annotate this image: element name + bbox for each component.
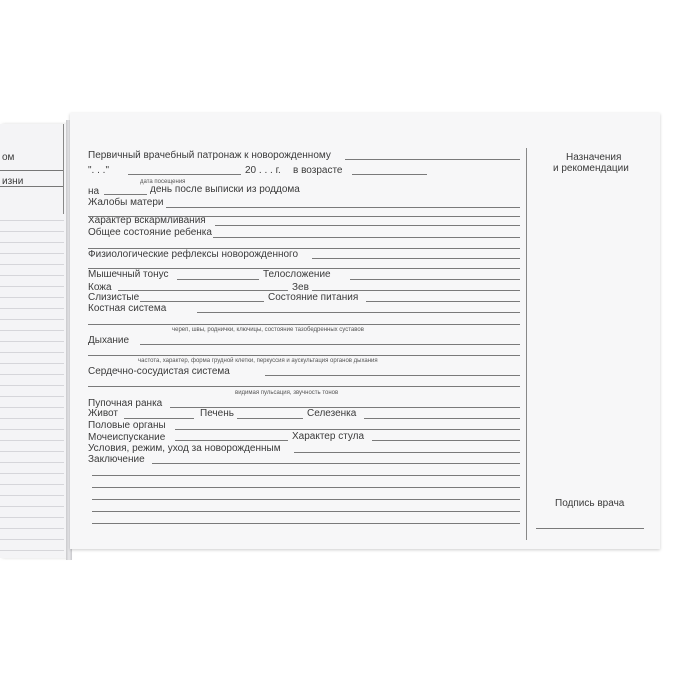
breathing-fill-line xyxy=(140,344,520,345)
belly-fill-line xyxy=(124,418,194,419)
left-page xyxy=(0,124,68,558)
year-label: 20 . . . г. xyxy=(245,165,281,176)
left-page-rule xyxy=(0,330,64,331)
left-page-border xyxy=(63,124,64,214)
left-page-rule xyxy=(0,363,64,364)
left-page-rule xyxy=(0,418,64,419)
mucous-fill-line xyxy=(140,301,264,302)
conclusion-fill-line-6 xyxy=(92,523,520,524)
bones-caption: череп, швы, роднички, ключицы, состояние тазобедренных суставов xyxy=(172,327,364,333)
conclusion-fill-line-5 xyxy=(92,511,520,512)
recommendations-heading-2: и рекомендации xyxy=(553,163,629,174)
left-page-rule xyxy=(0,275,64,276)
cardio-label: Сердечно-сосудистая система xyxy=(88,366,230,377)
signature-label: Подпись врача xyxy=(555,498,625,509)
breathing-label: Дыхание xyxy=(88,335,130,346)
on-label: на xyxy=(88,186,100,197)
bones-label: Костная система xyxy=(88,303,167,314)
skin-fill-line xyxy=(118,290,288,291)
breathing-caption: частота, характер, форма грудной клетки, перкуссия и аускультация органов дыхания xyxy=(138,358,378,364)
recommendations-heading-1: Назначения xyxy=(566,152,622,163)
left-page-rule xyxy=(0,429,64,430)
left-page-rule xyxy=(0,451,64,452)
left-page-line xyxy=(0,186,64,187)
conditions-fill-line xyxy=(294,452,520,453)
left-page-rule xyxy=(0,308,64,309)
stool-fill-line xyxy=(372,440,520,441)
stool-label: Характер стула xyxy=(292,431,365,442)
day-after-label: день после выписки из роддома xyxy=(150,184,300,195)
build-fill-line xyxy=(350,279,520,280)
general-fill-line-2 xyxy=(88,248,520,249)
liver-fill-line xyxy=(237,418,303,419)
navel-label: Пупочная ранка xyxy=(88,398,163,409)
cardio-caption: видимая пульсация, звучность тонов xyxy=(235,390,339,396)
signature-fill-line xyxy=(536,528,644,529)
left-page-line xyxy=(0,170,64,171)
left-page-rule xyxy=(0,341,64,342)
urination-fill-line xyxy=(175,440,288,441)
left-page-rule xyxy=(0,462,64,463)
left-page-rule xyxy=(0,352,64,353)
complaints-fill-line xyxy=(166,207,520,208)
left-page-rule xyxy=(0,473,64,474)
left-page-rule xyxy=(0,506,64,507)
left-page-rule xyxy=(0,264,64,265)
left-page-rule xyxy=(0,286,64,287)
muscle-fill-line xyxy=(177,279,259,280)
spleen-label: Селезенка xyxy=(307,408,357,419)
left-page-rule xyxy=(0,231,64,232)
nutrition-label: Состояние питания xyxy=(268,292,359,303)
age-fill-line xyxy=(352,174,427,175)
complaints-label: Жалобы матери xyxy=(88,197,164,208)
navel-fill-line xyxy=(170,407,520,408)
conclusion-fill-line-3 xyxy=(92,487,520,488)
skin-label: Кожа xyxy=(88,282,112,293)
left-page-rule xyxy=(0,253,64,254)
left-page-rule xyxy=(0,484,64,485)
general-fill-line xyxy=(213,237,520,238)
mucous-label: Слизистые xyxy=(88,292,140,303)
column-divider xyxy=(526,148,527,540)
urination-label: Мочеиспускание xyxy=(88,432,166,443)
bones-fill-line-2 xyxy=(88,324,520,325)
throat-label: Зев xyxy=(292,282,309,293)
conclusion-label: Заключение xyxy=(88,454,145,465)
left-page-rule xyxy=(0,396,64,397)
left-page-rule xyxy=(0,220,64,221)
feeding-fill-line xyxy=(215,225,520,226)
left-page-rule xyxy=(0,550,64,551)
liver-label: Печень xyxy=(200,408,234,419)
muscle-tone-label: Мышечный тонус xyxy=(88,269,169,280)
genitals-fill-line xyxy=(175,429,520,430)
genitals-label: Половые органы xyxy=(88,420,166,431)
feeding-label: Характер вскармливания xyxy=(88,215,206,226)
belly-label: Живот xyxy=(88,408,118,419)
conclusion-fill-line-2 xyxy=(92,475,520,476)
left-page-rule xyxy=(0,495,64,496)
day-fill-line xyxy=(104,194,147,195)
cardio-fill-line-2 xyxy=(88,386,520,387)
left-page-rule xyxy=(0,539,64,540)
age-label: в возрасте xyxy=(293,165,343,176)
left-page-rule xyxy=(0,385,64,386)
left-page-rule xyxy=(0,517,64,518)
left-page-rule xyxy=(0,407,64,408)
general-state-label: Общее состояние ребенка xyxy=(88,227,212,238)
bones-fill-line xyxy=(197,312,520,313)
breathing-fill-line-2 xyxy=(88,355,520,356)
date-fill-line xyxy=(128,174,241,175)
form-title: Первичный врачебный патронаж к новорожденному xyxy=(88,150,331,161)
nutrition-fill-line xyxy=(366,301,520,302)
build-label: Телосложение xyxy=(263,269,331,280)
reflexes-label: Физиологические рефлексы новорожденного xyxy=(88,249,299,260)
date-quote: ". . ." xyxy=(88,165,109,176)
reflexes-fill-line-2 xyxy=(88,268,520,269)
left-page-rule xyxy=(0,297,64,298)
conditions-label: Условия, режим, уход за новорожденным xyxy=(88,443,281,454)
spleen-fill-line xyxy=(364,418,520,419)
left-page-rule xyxy=(0,242,64,243)
visit-date-caption: дата посещения xyxy=(140,179,186,185)
complaints-fill-line-2 xyxy=(88,216,520,217)
left-page-rule xyxy=(0,319,64,320)
conclusion-fill-line-4 xyxy=(92,499,520,500)
left-page-rule xyxy=(0,440,64,441)
left-page-row-1: ом xyxy=(2,152,15,163)
title-fill-line xyxy=(345,159,520,160)
reflexes-fill-line xyxy=(312,258,520,259)
cardio-fill-line xyxy=(265,375,520,376)
left-page-row-2: изни xyxy=(2,176,24,187)
left-page-rule xyxy=(0,374,64,375)
throat-fill-line xyxy=(312,290,520,291)
conclusion-fill-line xyxy=(152,463,520,464)
left-page-rule xyxy=(0,528,64,529)
